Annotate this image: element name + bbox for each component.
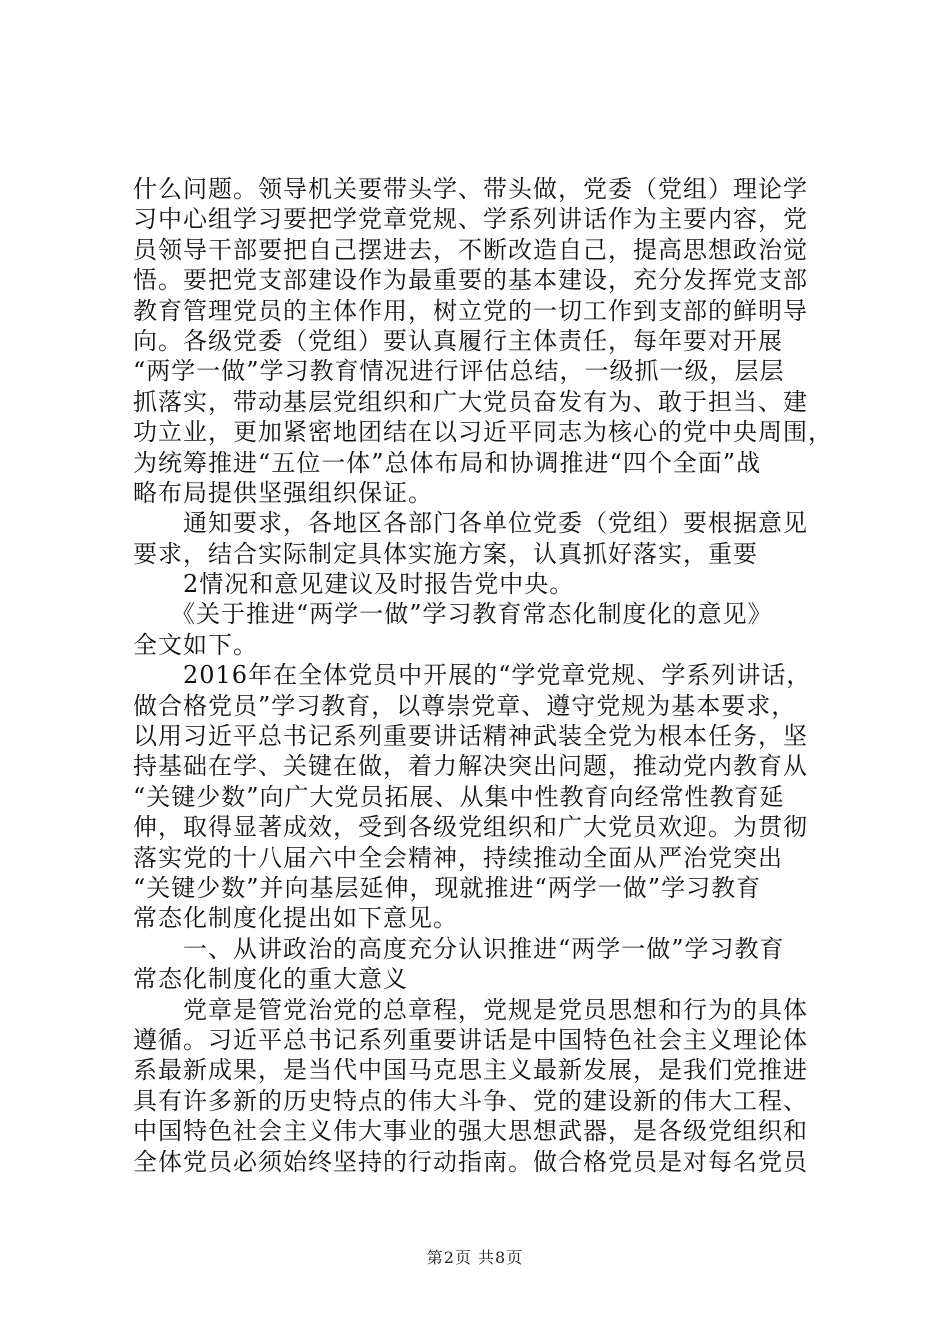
text-line: 全文如下。 [133, 630, 258, 659]
text-line: 全体党员必须始终坚持的行动指南。做合格党员是对每名党员 [133, 1147, 808, 1176]
text-line: 为统筹推进“五位一体”总体布局和协调推进“四个全面”战 [133, 448, 762, 477]
text-line: 员领导干部要把自己摆进去，不断改造自己，提高思想政治觉 [133, 235, 808, 264]
text-line: 2016年在全体党员中开展的“学党章党规、学系列讲话， [133, 661, 812, 690]
page-footer: 第2页 共8页 [426, 1248, 524, 1267]
text-line: 教育管理党员的主体作用，树立党的一切工作到支部的鲜明导 [133, 296, 808, 325]
text-line: 一、从讲政治的高度充分认识推进“两学一做”学习教育 [133, 934, 785, 963]
text-line: 持基础在学、关键在做，着力解决突出问题，推动党内教育从 [133, 752, 808, 781]
text-line: 向。各级党委（党组）要认真履行主体责任，每年要对开展 [133, 326, 783, 355]
text-line: 悟。要把党支部建设作为最重要的基本建设，充分发挥党支部 [133, 266, 808, 295]
text-line: 习中心组学习要把学党章党规、学系列讲话作为主要内容，党 [133, 205, 808, 234]
text-line: 要求，结合实际制定具体实施方案，认真抓好落实，重要 [133, 539, 758, 568]
document-body [133, 174, 833, 1177]
text-line: 什么问题。领导机关要带头学、带头做，党委（党组）理论学 [133, 175, 808, 203]
text-line: 略布局提供坚强组织保证。 [133, 478, 433, 507]
text-line: 做合格党员”学习教育，以尊崇党章、遵守党规为基本要求， [133, 691, 797, 720]
text-line: 中国特色社会主义伟大事业的强大思想武器，是各级党组织和 [133, 1117, 808, 1146]
text-line: 系最新成果，是当代中国马克思主义最新发展，是我们党推进 [133, 1056, 808, 1085]
text-line: 以用习近平总书记系列重要讲话精神武装全党为根本任务，坚 [133, 722, 808, 751]
text-line: “两学一做”学习教育情况进行评估总结，一级抓一级，层层 [133, 357, 785, 386]
text-line: 功立业，更加紧密地团结在以习近平同志为核心的党中央周围， [133, 418, 833, 447]
text-line: 伸，取得显著成效，受到各级党组织和广大党员欢迎。为贯彻 [133, 813, 808, 842]
text-line: 具有许多新的历史特点的伟大斗争、党的建设新的伟大工程、 [133, 1086, 808, 1115]
text-line: 通知要求，各地区各部门各单位党委（党组）要根据意见 [133, 509, 808, 538]
text-line: 《关于推进“两学一做”学习教育常态化制度化的意见》 [133, 600, 773, 629]
text-line: 遵循。习近平总书记系列重要讲话是中国特色社会主义理论体 [133, 1025, 808, 1054]
text-line: “关键少数”向广大党员拓展、从集中性教育向经常性教育延 [133, 782, 785, 811]
text-line: 常态化制度化提出如下意见。 [133, 904, 458, 933]
text-line: “关键少数”并向基层延伸，现就推进“两学一做”学习教育 [133, 873, 762, 902]
text-line: 抓落实，带动基层党组织和广大党员奋发有为、敢于担当、建 [133, 387, 808, 416]
text-line: 党章是管党治党的总章程，党规是党员思想和行为的具体 [133, 995, 808, 1024]
text-line: 2情况和意见建议及时报告党中央。 [133, 570, 575, 599]
text-line: 落实党的十八届六中全会精神，持续推动全面从严治党突出 [133, 843, 783, 872]
text-line: 常态化制度化的重大意义 [133, 965, 408, 994]
